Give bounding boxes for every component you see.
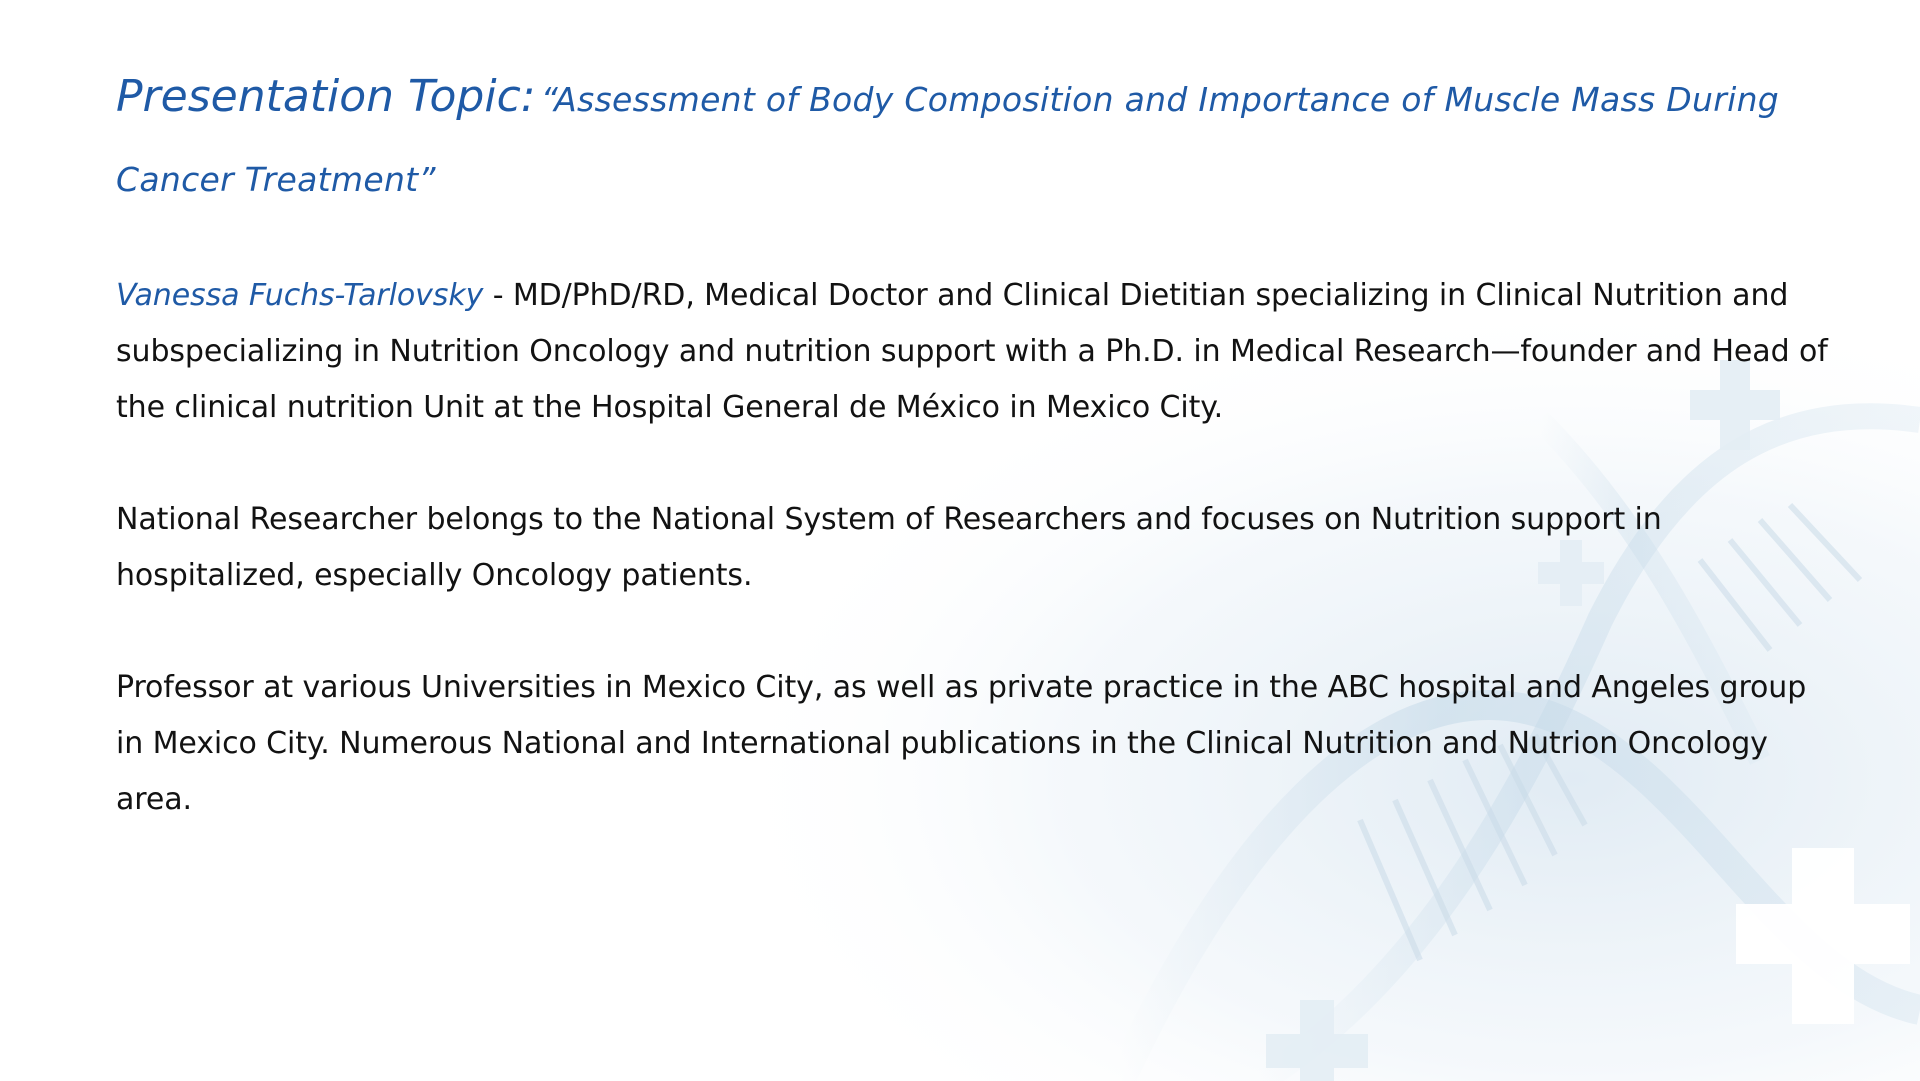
speaker-bio-paragraph — [116, 268, 1836, 436]
presentation-topic — [116, 60, 1836, 223]
research-paragraph: National Researcher belongs to the National System of Researchers and focuses on Nutrition support in hospitalized, especially Oncology patients. — [116, 502, 1662, 593]
topic-label: Presentation Topic: — [116, 71, 536, 122]
speaker-name: Vanessa Fuchs-Tarlovsky — [116, 278, 484, 313]
teaching-paragraph: Professor at various Universities in Mexico City, as well as private practice in the ABC hospital and Angeles group in Mexico City. Numerous National and International publications in the Clinical Nutrition and Nutrion Oncology area. — [116, 670, 1807, 817]
topic-title: “Assessment of Body Composition and Importance of Muscle Mass During Cancer Treatment” — [116, 80, 1780, 199]
speaker-credentials: - MD/PhD/RD, Medical Doctor and Clinical Dietitian specializing in Clinical Nutrition and subspecializing in Nutrition Oncology and nutrition support with a Ph.D. in Medical Research—founder and Head of the clinical nutrition Unit at the Hospital General de México in Mexico City. — [116, 278, 1828, 425]
